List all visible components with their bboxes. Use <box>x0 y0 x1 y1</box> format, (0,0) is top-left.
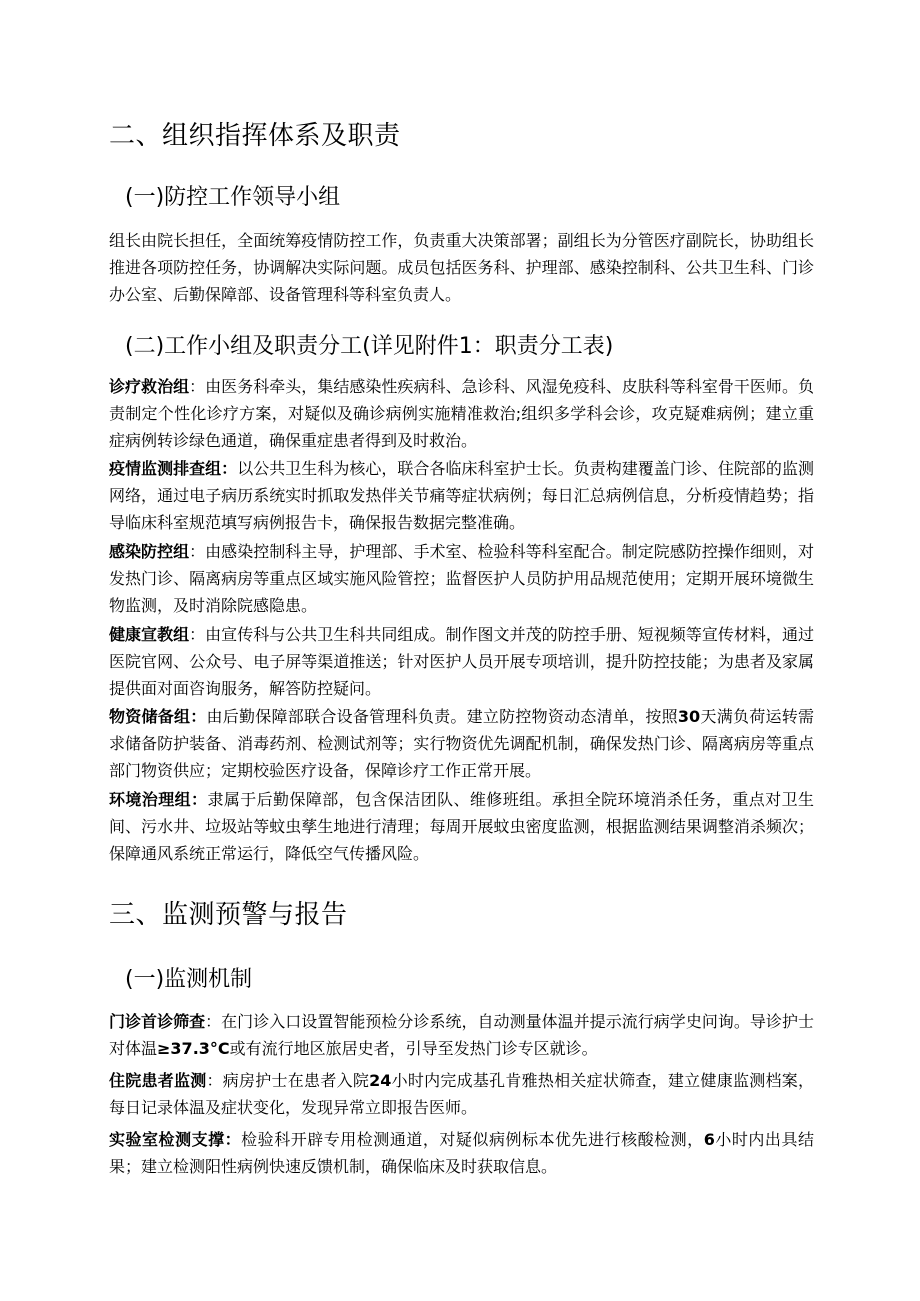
subsection-heading: (一)防控工作领导小组 <box>125 185 341 210</box>
monitor-paragraph <box>109 1126 814 1180</box>
subsection-heading: (一)监测机制 <box>125 967 253 992</box>
group-name: 健康宣教组 <box>109 625 190 644</box>
group-name: 疫情监测排查组： <box>109 459 238 478</box>
monitor-name: 住院患者监测 <box>109 1071 207 1090</box>
section-heading: 三、监测预警与报告 <box>109 900 348 930</box>
subsection-heading: (二)工作小组及职责分工(详见附件1：职责分工表) <box>125 334 614 359</box>
group-description: ：由感染控制科主导，护理部、手术室、检验科等科室配合。制定院感防控操作细则，对发热门诊、隔离病房等重点区域实施风险管控；监督医护人员防护用品规范使用；定期开展环境微生物监测，及时消除院感隐患。 <box>109 542 814 615</box>
bold-value: ≥37.3°C <box>157 1039 230 1058</box>
group-paragraph <box>109 373 814 454</box>
monitor-paragraph <box>109 1067 814 1121</box>
group-paragraph <box>109 621 814 702</box>
group-name: 物资储备组： <box>109 707 207 726</box>
bold-number: 30 <box>677 707 701 726</box>
group-name: 环境治理组： <box>109 790 208 809</box>
monitor-description: ：在门诊入口设置智能预检分诊系统，自动测量体温并提示流行病学史问询。导诊护士对体温 <box>109 1012 814 1058</box>
group-paragraph <box>109 455 814 536</box>
group-paragraph <box>109 703 814 784</box>
group-description: 以公共卫生科为核心，联合各临床科室护士长。负责构建覆盖门诊、住院部的监测网络，通过电子病历系统实时抓取发热伴关节痛等症状病例；每日汇总病例信息，分析疫情趋势；指导临床科室规范填写病例报告卡，确保报告数据完整准确。 <box>109 459 814 532</box>
group-description: ：由宣传科与公共卫生科共同组成。制作图文并茂的防控手册、短视频等宣传材料，通过医院官网、公众号、电子屏等渠道推送；针对医护人员开展专项培训，提升防控技能；为患者及家属提供面对面咨询服务，解答防控疑问。 <box>109 625 814 698</box>
group-description-cont: 天满负荷运转需求储备防护装备、消毒药剂、检测试剂等；实行物资优先调配机制，确保发热门诊、隔离病房等重点部门物资供应；定期校验医疗设备，保障诊疗工作正常开展。 <box>109 707 814 780</box>
group-description: 由后勤保障部联合设备管理科负责。建立防控物资动态清单，按照 <box>206 707 678 726</box>
monitor-description-cont: 小时内完成基孔肯雅热相关症状筛查，建立健康监测档案，每日记录体温及症状变化，发现异常立即报告医师。 <box>109 1071 814 1117</box>
monitor-description-cont: 或有流行地区旅居史者，引导至发热门诊专区就诊。 <box>229 1039 598 1058</box>
section-heading: 二、组织指挥体系及职责 <box>109 121 401 151</box>
monitor-name: 实验室检测支撑： <box>109 1130 242 1149</box>
monitor-paragraph <box>109 1008 814 1062</box>
bold-number: 24 <box>369 1071 392 1090</box>
monitor-description: ：病房护士在患者入院 <box>206 1071 370 1090</box>
bold-number: 6 <box>703 1130 715 1149</box>
monitor-name: 门诊首诊筛查 <box>109 1012 206 1031</box>
monitor-description-cont: 小时内出具结果；建立检测阳性病例快速反馈机制，确保临床及时获取信息。 <box>109 1130 814 1176</box>
group-paragraph <box>109 538 814 619</box>
group-paragraph <box>109 786 814 867</box>
group-description: ：由医务科牵头，集结感染性疾病科、急诊科、风湿免疫科、皮肤科等科室骨干医师。负责制定个性化诊疗方案，对疑似及确诊病例实施精准救治;组织多学科会诊，攻克疑难病例；建立重症病例转诊绿色通道，确保重症患者得到及时救治。 <box>109 377 814 450</box>
group-name: 诊疗救治组 <box>109 377 190 396</box>
group-description: 隶属于后勤保障部，包含保洁团队、维修班组。承担全院环境消杀任务，重点对卫生间、污水井、垃圾站等蚊虫孳生地进行清理；每周开展蚊虫密度监测，根据监测结果调整消杀频次；保障通风系统正常运行，降低空气传播风险。 <box>109 790 814 863</box>
leadership-paragraph: 组长由院长担任，全面统筹疫情防控工作，负责重大决策部署；副组长为分管医疗副院长，协助组长推进各项防控任务，协调解决实际问题。成员包括医务科、护理部、感染控制科、公共卫生科、门诊办公室、后勤保障部、设备管理科等科室负责人。 <box>109 231 814 304</box>
monitor-description: 检验科开辟专用检测通道，对疑似病例标本优先进行核酸检测， <box>241 1130 704 1149</box>
group-name: 感染防控组 <box>109 542 190 561</box>
